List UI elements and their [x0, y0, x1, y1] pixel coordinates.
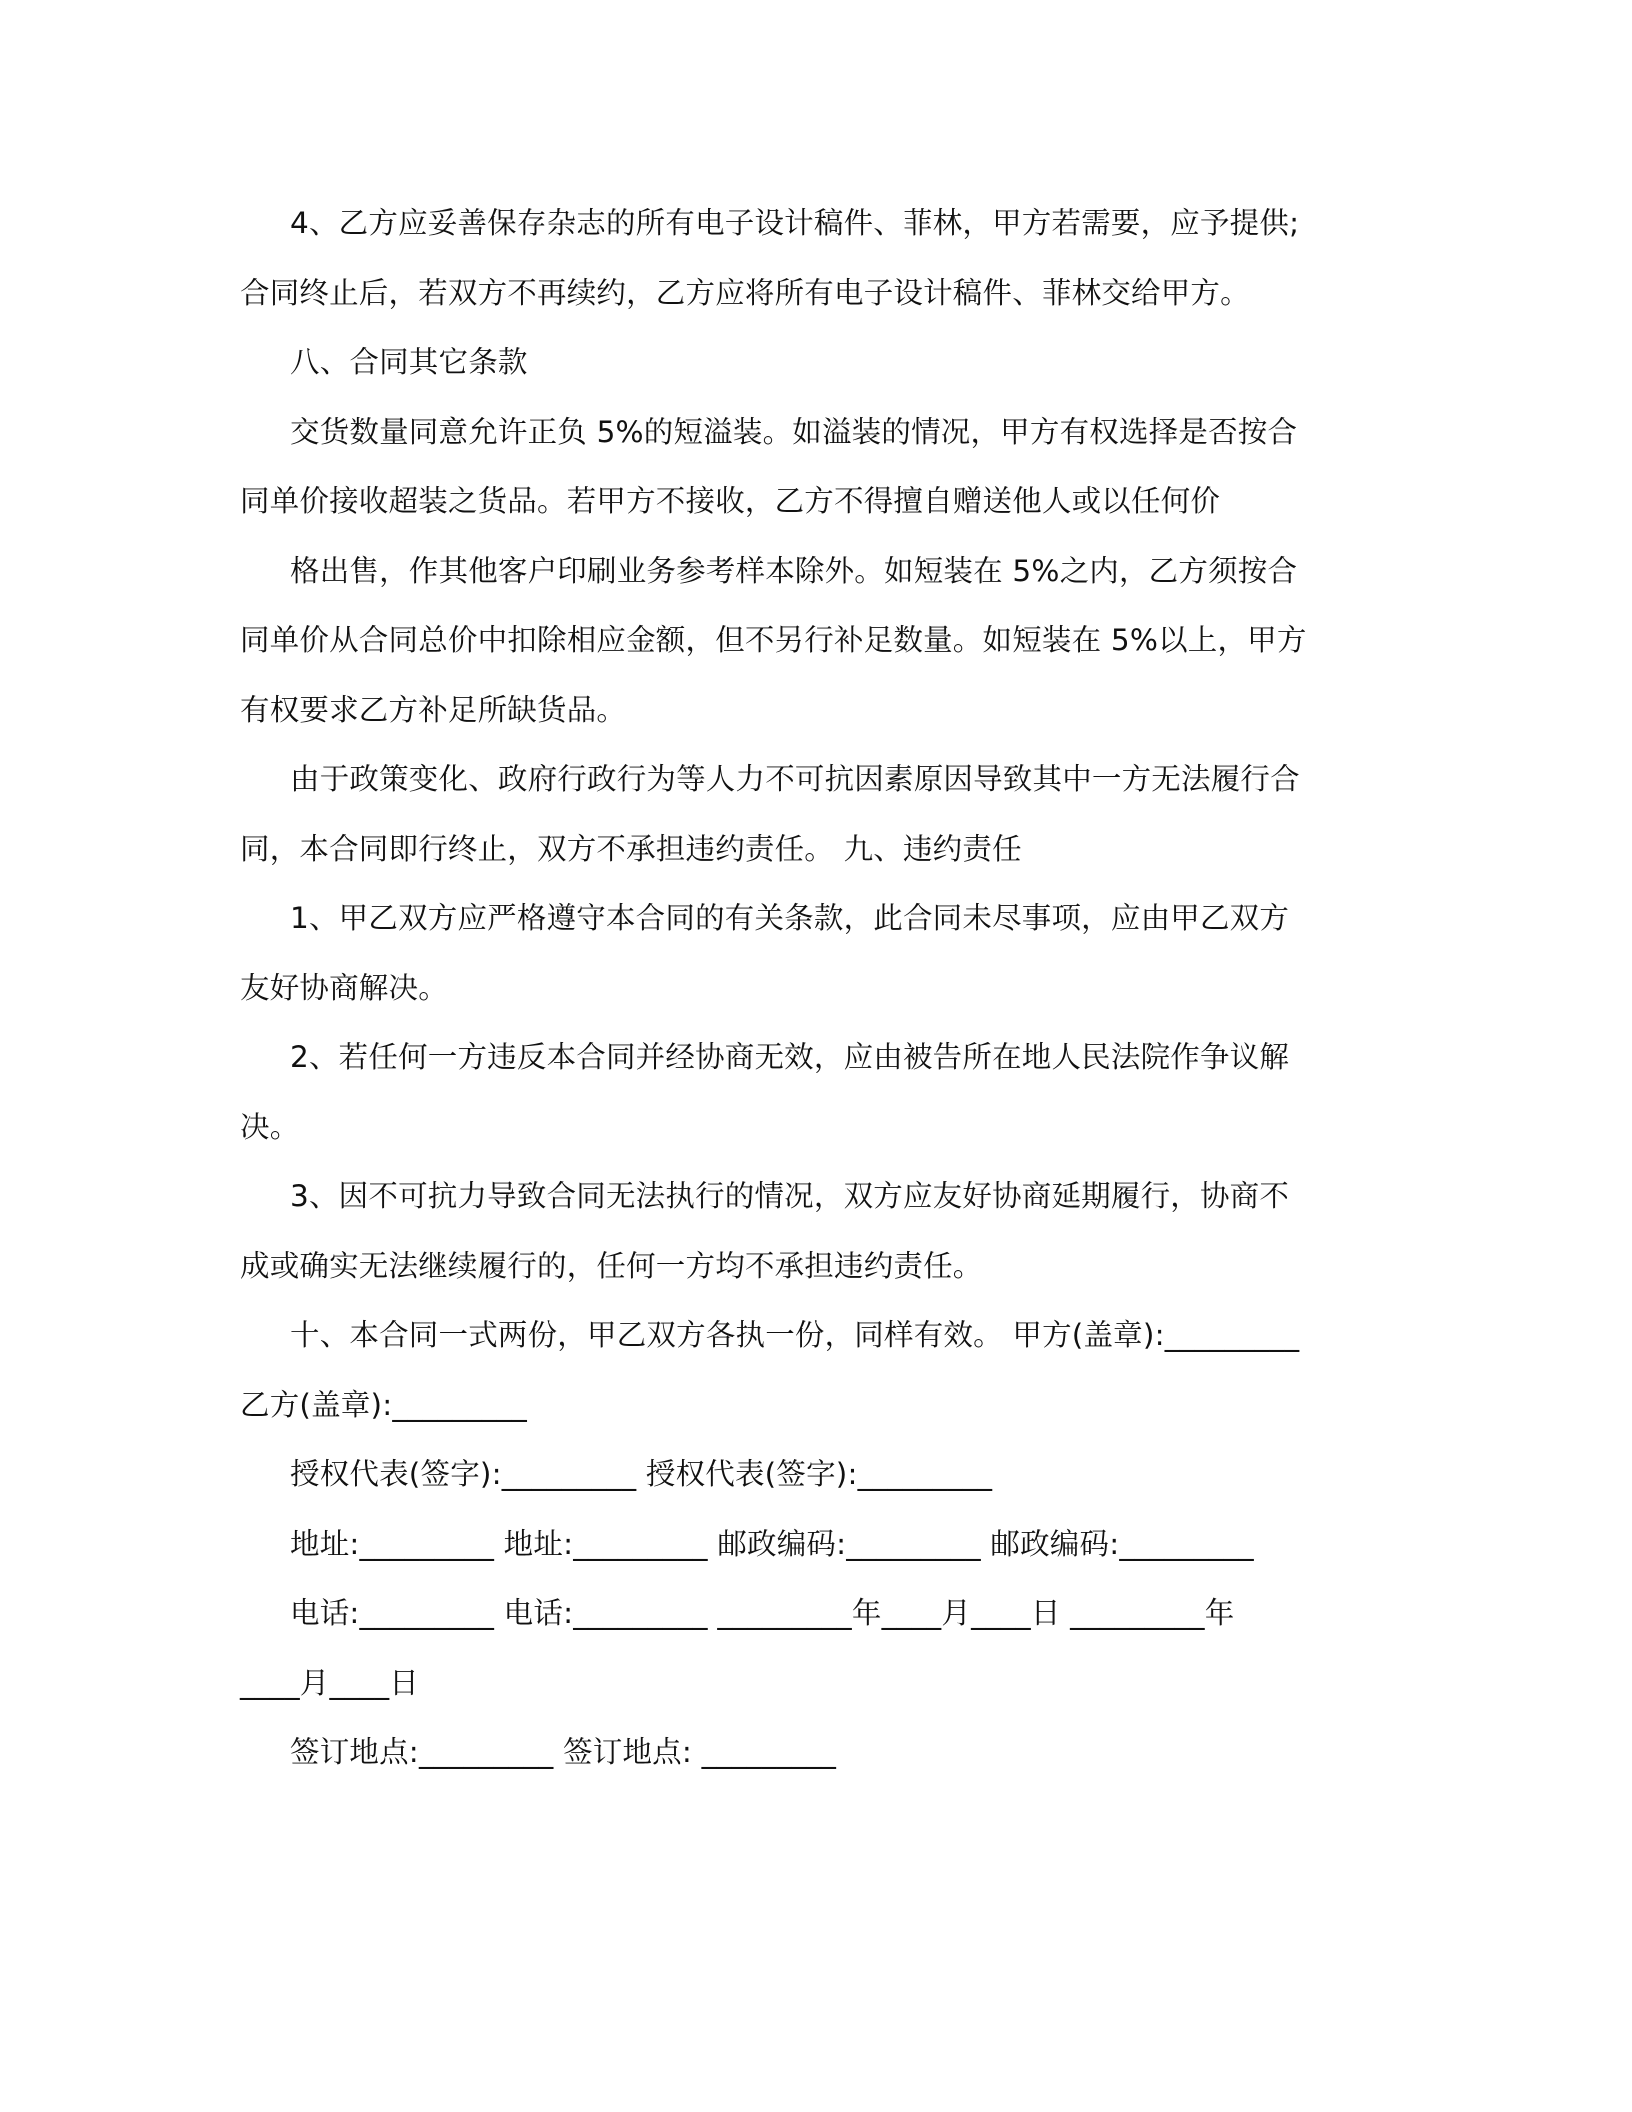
text-line: 格出售，作其他客户印刷业务参考样本除外。如短装在 5%之内，乙方须按合	[290, 553, 1298, 588]
text-line: 交货数量同意允许正负 5%的短溢装。如溢装的情况，甲方有权选择是否按合	[290, 414, 1298, 449]
text-line: 合同终止后，若双方不再续约，乙方应将所有电子设计稿件、菲林交给甲方。	[240, 275, 1250, 310]
text-line: 4、乙方应妥善保存杂志的所有电子设计稿件、菲林，甲方若需要，应予提供;	[290, 206, 1300, 240]
text-line: 3、因不可抗力导致合同无法执行的情况，双方应友好协商延期履行，协商不	[290, 1179, 1290, 1213]
text-line: 同，本合同即行终止，双方不承担违约责任。 九、违约责任	[240, 831, 1022, 866]
text-line: 2、若任何一方违反本合同并经协商无效，应由被告所在地人民法院作争议解	[290, 1040, 1290, 1074]
text-line: 有权要求乙方补足所缺货品。	[240, 692, 627, 727]
text-line: 1、甲乙双方应严格遵守本合同的有关条款，此合同未尽事项，应由甲乙双方	[290, 901, 1290, 935]
text-line: 友好协商解决。	[240, 970, 448, 1005]
text-line: 决。	[240, 1109, 300, 1144]
text-line: 同单价接收超装之货品。若甲方不接收，乙方不得擅自赠送他人或以任何价	[240, 484, 1221, 518]
signing-place-line: 签订地点:_________ 签订地点: _________	[290, 1735, 837, 1769]
text-line: 十、本合同一式两份，甲乙双方各执一份，同样有效。 甲方(盖章):_________	[290, 1318, 1300, 1352]
signature-line: 乙方(盖章):_________	[240, 1387, 527, 1422]
text-line: 成或确实无法继续履行的，任何一方均不承担违约责任。	[240, 1248, 983, 1283]
section-heading: 八、合同其它条款	[290, 345, 528, 379]
date-line: ____月____日	[240, 1665, 419, 1700]
contract-body	[240, 198, 1380, 1797]
address-line: 地址:_________ 地址:_________ 邮政编码:_________ 邮政编码:_________	[290, 1526, 1254, 1561]
text-line: 同单价从合同总价中扣除相应金额，但不另行补足数量。如短装在 5%以上，甲方	[240, 623, 1307, 657]
phone-date-line: 电话:_________ 电话:_________ _________年____月____日 _________年	[290, 1596, 1235, 1630]
signature-line: 授权代表(签字):_________ 授权代表(签字):_________	[290, 1457, 993, 1491]
text-line: 由于政策变化、政府行政行为等人力不可抗因素原因导致其中一方无法履行合	[290, 762, 1300, 796]
